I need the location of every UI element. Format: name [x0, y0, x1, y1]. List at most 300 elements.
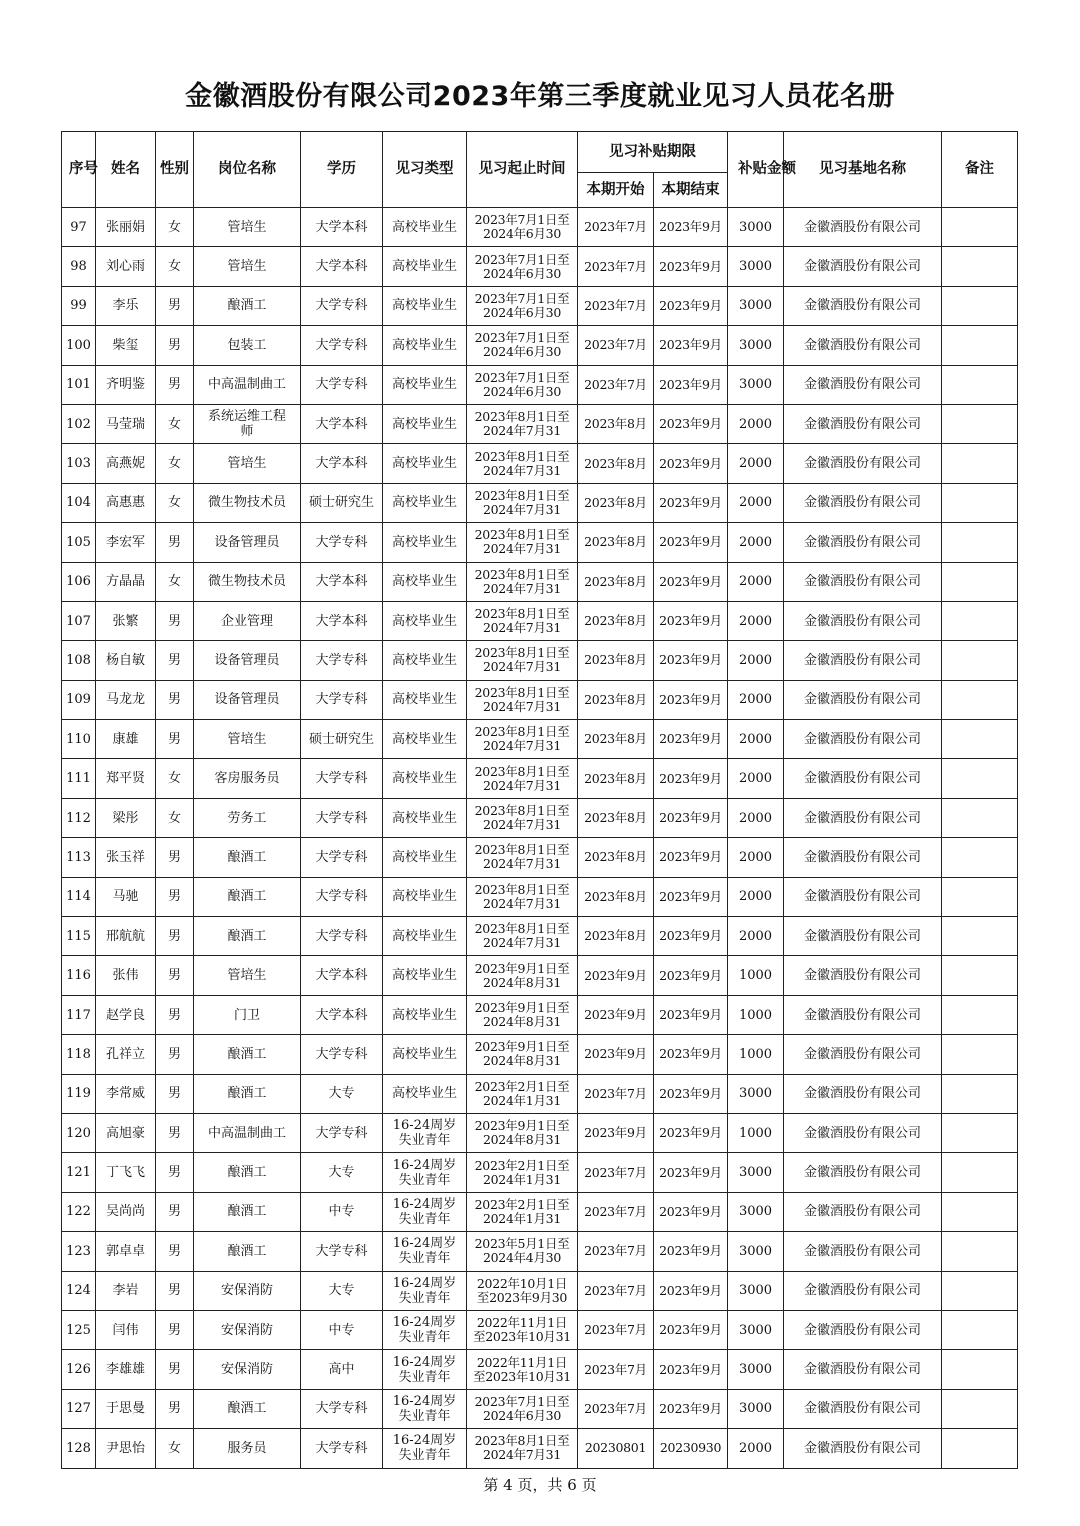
cell-base: 金徽酒股份有限公司 — [784, 326, 942, 365]
cell-no: 116 — [62, 956, 96, 995]
cell-no: 97 — [62, 208, 96, 247]
cell-gender: 男 — [156, 1232, 194, 1271]
cell-period: 2023年9月1日至 2024年8月31 — [467, 1113, 578, 1152]
cell-gender: 男 — [156, 365, 194, 404]
header-type: 见习类型 — [383, 132, 467, 208]
cell-period: 2022年10月1日 至2023年9月30 — [467, 1271, 578, 1310]
cell-end: 20230930 — [654, 1429, 728, 1468]
cell-no: 100 — [62, 326, 96, 365]
table-row — [62, 562, 1018, 601]
cell-base: 金徽酒股份有限公司 — [784, 562, 942, 601]
table-row — [62, 759, 1018, 798]
cell-end: 2023年9月 — [654, 247, 728, 286]
cell-type: 高校毕业生 — [383, 483, 467, 522]
header-position: 岗位名称 — [194, 132, 301, 208]
cell-remark — [942, 247, 1018, 286]
cell-education: 大学专科 — [301, 838, 383, 877]
table-row — [62, 838, 1018, 877]
cell-amount: 3000 — [728, 1232, 784, 1271]
page-footer: 第 4 页，共 6 页 — [483, 1476, 597, 1494]
header-subsidy-period: 见习补贴期限 — [578, 132, 728, 173]
header-amount: 补贴金额 — [728, 132, 784, 208]
cell-period: 2023年7月1日至 2024年6月30 — [467, 365, 578, 404]
cell-remark — [942, 404, 1018, 443]
cell-type: 高校毕业生 — [383, 444, 467, 483]
cell-base: 金徽酒股份有限公司 — [784, 838, 942, 877]
table-row — [62, 1192, 1018, 1231]
cell-gender: 女 — [156, 759, 194, 798]
cell-name: 张伟 — [96, 956, 156, 995]
cell-position: 酿酒工 — [194, 877, 301, 916]
cell-position: 酿酒工 — [194, 1232, 301, 1271]
table-row — [62, 1429, 1018, 1468]
cell-base: 金徽酒股份有限公司 — [784, 444, 942, 483]
cell-name: 赵学良 — [96, 995, 156, 1034]
cell-end: 2023年9月 — [654, 877, 728, 916]
cell-no: 111 — [62, 759, 96, 798]
table-row — [62, 404, 1018, 443]
cell-start: 2023年8月 — [578, 641, 654, 680]
cell-amount: 2000 — [728, 759, 784, 798]
cell-remark — [942, 601, 1018, 640]
cell-period: 2023年8月1日至 2024年7月31 — [467, 877, 578, 916]
cell-no: 119 — [62, 1074, 96, 1113]
cell-name: 吴尚尚 — [96, 1192, 156, 1231]
cell-start: 2023年8月 — [578, 562, 654, 601]
cell-end: 2023年9月 — [654, 720, 728, 759]
cell-start: 2023年9月 — [578, 1113, 654, 1152]
cell-position: 管培生 — [194, 720, 301, 759]
cell-name: 高惠惠 — [96, 483, 156, 522]
cell-gender: 男 — [156, 1113, 194, 1152]
cell-amount: 3000 — [728, 1271, 784, 1310]
table-row — [62, 444, 1018, 483]
cell-type: 高校毕业生 — [383, 601, 467, 640]
cell-base: 金徽酒股份有限公司 — [784, 404, 942, 443]
cell-education: 大学专科 — [301, 680, 383, 719]
cell-period: 2023年7月1日至 2024年6月30 — [467, 247, 578, 286]
cell-gender: 男 — [156, 877, 194, 916]
cell-name: 张丽娟 — [96, 208, 156, 247]
cell-period: 2023年2月1日至 2024年1月31 — [467, 1192, 578, 1231]
cell-education: 硕士研究生 — [301, 483, 383, 522]
cell-end: 2023年9月 — [654, 523, 728, 562]
cell-remark — [942, 1035, 1018, 1074]
cell-position: 系统运维工程 师 — [194, 404, 301, 443]
cell-gender: 男 — [156, 601, 194, 640]
cell-amount: 2000 — [728, 444, 784, 483]
cell-no: 114 — [62, 877, 96, 916]
cell-name: 杨自敏 — [96, 641, 156, 680]
cell-name: 丁飞飞 — [96, 1153, 156, 1192]
cell-end: 2023年9月 — [654, 1232, 728, 1271]
cell-start: 2023年8月 — [578, 680, 654, 719]
cell-type: 16-24周岁 失业青年 — [383, 1429, 467, 1468]
table-row — [62, 1153, 1018, 1192]
cell-type: 16-24周岁 失业青年 — [383, 1310, 467, 1349]
cell-name: 李岩 — [96, 1271, 156, 1310]
cell-no: 110 — [62, 720, 96, 759]
cell-gender: 男 — [156, 838, 194, 877]
cell-gender: 女 — [156, 1429, 194, 1468]
cell-name: 马驰 — [96, 877, 156, 916]
cell-education: 大学专科 — [301, 641, 383, 680]
cell-amount: 2000 — [728, 798, 784, 837]
header-gender: 性别 — [156, 132, 194, 208]
cell-amount: 1000 — [728, 956, 784, 995]
cell-start: 2023年7月 — [578, 1389, 654, 1428]
cell-type: 高校毕业生 — [383, 838, 467, 877]
cell-start: 2023年7月 — [578, 247, 654, 286]
cell-period: 2023年8月1日至 2024年7月31 — [467, 680, 578, 719]
cell-position: 设备管理员 — [194, 641, 301, 680]
cell-education: 大学专科 — [301, 1232, 383, 1271]
cell-position: 酿酒工 — [194, 1192, 301, 1231]
cell-remark — [942, 1074, 1018, 1113]
cell-education: 大专 — [301, 1074, 383, 1113]
cell-education: 大学本科 — [301, 562, 383, 601]
cell-type: 高校毕业生 — [383, 720, 467, 759]
cell-period: 2023年7月1日至 2024年6月30 — [467, 286, 578, 325]
cell-start: 2023年7月 — [578, 1232, 654, 1271]
cell-period: 2023年7月1日至 2024年6月30 — [467, 208, 578, 247]
cell-start: 2023年7月 — [578, 326, 654, 365]
cell-base: 金徽酒股份有限公司 — [784, 720, 942, 759]
cell-amount: 3000 — [728, 247, 784, 286]
cell-name: 李乐 — [96, 286, 156, 325]
cell-gender: 女 — [156, 247, 194, 286]
cell-position: 酿酒工 — [194, 1074, 301, 1113]
cell-period: 2023年8月1日至 2024年7月31 — [467, 404, 578, 443]
cell-education: 大学本科 — [301, 601, 383, 640]
cell-gender: 男 — [156, 956, 194, 995]
cell-end: 2023年9月 — [654, 208, 728, 247]
cell-type: 高校毕业生 — [383, 1074, 467, 1113]
roster-body — [62, 208, 1018, 1469]
table-row — [62, 1271, 1018, 1310]
cell-type: 16-24周岁 失业青年 — [383, 1153, 467, 1192]
cell-amount: 3000 — [728, 286, 784, 325]
cell-start: 2023年8月 — [578, 720, 654, 759]
cell-end: 2023年9月 — [654, 601, 728, 640]
cell-amount: 3000 — [728, 1192, 784, 1231]
cell-no: 104 — [62, 483, 96, 522]
cell-position: 劳务工 — [194, 798, 301, 837]
header-remark: 备注 — [942, 132, 1018, 208]
cell-start: 2023年7月 — [578, 1153, 654, 1192]
cell-name: 康雄 — [96, 720, 156, 759]
cell-start: 2023年8月 — [578, 444, 654, 483]
header-base: 见习基地名称 — [784, 132, 942, 208]
cell-name: 邢航航 — [96, 917, 156, 956]
cell-amount: 2000 — [728, 838, 784, 877]
cell-start: 2023年8月 — [578, 917, 654, 956]
cell-base: 金徽酒股份有限公司 — [784, 1035, 942, 1074]
cell-no: 120 — [62, 1113, 96, 1152]
cell-no: 126 — [62, 1350, 96, 1389]
cell-base: 金徽酒股份有限公司 — [784, 1429, 942, 1468]
cell-no: 106 — [62, 562, 96, 601]
cell-remark — [942, 1113, 1018, 1152]
cell-end: 2023年9月 — [654, 326, 728, 365]
cell-start: 2023年9月 — [578, 956, 654, 995]
cell-amount: 2000 — [728, 483, 784, 522]
cell-name: 于思曼 — [96, 1389, 156, 1428]
cell-type: 高校毕业生 — [383, 1035, 467, 1074]
cell-period: 2023年8月1日至 2024年7月31 — [467, 759, 578, 798]
table-row — [62, 247, 1018, 286]
cell-gender: 女 — [156, 208, 194, 247]
cell-remark — [942, 838, 1018, 877]
cell-name: 李宏军 — [96, 523, 156, 562]
table-row — [62, 917, 1018, 956]
cell-remark — [942, 208, 1018, 247]
cell-remark — [942, 483, 1018, 522]
cell-amount: 3000 — [728, 1310, 784, 1349]
cell-period: 2023年5月1日至 2024年4月30 — [467, 1232, 578, 1271]
cell-base: 金徽酒股份有限公司 — [784, 641, 942, 680]
cell-education: 中专 — [301, 1192, 383, 1231]
cell-start: 2023年9月 — [578, 995, 654, 1034]
cell-type: 高校毕业生 — [383, 798, 467, 837]
cell-amount: 2000 — [728, 562, 784, 601]
cell-no: 107 — [62, 601, 96, 640]
cell-end: 2023年9月 — [654, 641, 728, 680]
cell-name: 梁彤 — [96, 798, 156, 837]
cell-amount: 2000 — [728, 601, 784, 640]
table-row — [62, 483, 1018, 522]
page-title: 金徽酒股份有限公司2023年第三季度就业见习人员花名册 — [185, 81, 895, 112]
cell-base: 金徽酒股份有限公司 — [784, 1232, 942, 1271]
cell-gender: 男 — [156, 1035, 194, 1074]
cell-gender: 女 — [156, 798, 194, 837]
cell-type: 高校毕业生 — [383, 365, 467, 404]
cell-no: 122 — [62, 1192, 96, 1231]
cell-gender: 男 — [156, 1310, 194, 1349]
cell-end: 2023年9月 — [654, 917, 728, 956]
cell-gender: 男 — [156, 641, 194, 680]
table-row — [62, 326, 1018, 365]
cell-period: 2022年11月1日 至2023年10月31 — [467, 1350, 578, 1389]
table-row — [62, 601, 1018, 640]
header-end: 本期结束 — [654, 173, 728, 208]
cell-end: 2023年9月 — [654, 995, 728, 1034]
cell-base: 金徽酒股份有限公司 — [784, 1389, 942, 1428]
cell-remark — [942, 562, 1018, 601]
cell-no: 109 — [62, 680, 96, 719]
cell-period: 2023年7月1日至 2024年6月30 — [467, 326, 578, 365]
table-row — [62, 1350, 1018, 1389]
cell-base: 金徽酒股份有限公司 — [784, 1074, 942, 1113]
cell-start: 2023年8月 — [578, 759, 654, 798]
cell-amount: 1000 — [728, 1113, 784, 1152]
cell-period: 2023年8月1日至 2024年7月31 — [467, 483, 578, 522]
cell-end: 2023年9月 — [654, 444, 728, 483]
cell-education: 大学专科 — [301, 523, 383, 562]
cell-end: 2023年9月 — [654, 404, 728, 443]
cell-gender: 女 — [156, 562, 194, 601]
cell-base: 金徽酒股份有限公司 — [784, 208, 942, 247]
cell-remark — [942, 1232, 1018, 1271]
cell-position: 管培生 — [194, 247, 301, 286]
header-period: 见习起止时间 — [467, 132, 578, 208]
cell-remark — [942, 365, 1018, 404]
cell-end: 2023年9月 — [654, 1350, 728, 1389]
cell-period: 2023年9月1日至 2024年8月31 — [467, 995, 578, 1034]
cell-gender: 男 — [156, 1389, 194, 1428]
cell-amount: 1000 — [728, 1035, 784, 1074]
cell-type: 高校毕业生 — [383, 562, 467, 601]
cell-remark — [942, 1429, 1018, 1468]
cell-start: 2023年7月 — [578, 208, 654, 247]
cell-period: 2023年8月1日至 2024年7月31 — [467, 917, 578, 956]
cell-no: 103 — [62, 444, 96, 483]
cell-name: 方晶晶 — [96, 562, 156, 601]
cell-period: 2023年8月1日至 2024年7月31 — [467, 601, 578, 640]
cell-type: 高校毕业生 — [383, 877, 467, 916]
cell-type: 高校毕业生 — [383, 917, 467, 956]
cell-start: 20230801 — [578, 1429, 654, 1468]
cell-remark — [942, 956, 1018, 995]
cell-name: 李雄雄 — [96, 1350, 156, 1389]
cell-name: 马莹瑞 — [96, 404, 156, 443]
cell-gender: 男 — [156, 1192, 194, 1231]
cell-position: 设备管理员 — [194, 680, 301, 719]
cell-amount: 2000 — [728, 720, 784, 759]
cell-gender: 男 — [156, 1271, 194, 1310]
table-row — [62, 1035, 1018, 1074]
cell-gender: 男 — [156, 1153, 194, 1192]
cell-education: 大专 — [301, 1153, 383, 1192]
table-row — [62, 1074, 1018, 1113]
cell-amount: 3000 — [728, 1389, 784, 1428]
cell-end: 2023年9月 — [654, 838, 728, 877]
table-row — [62, 720, 1018, 759]
cell-education: 中专 — [301, 1310, 383, 1349]
cell-amount: 2000 — [728, 680, 784, 719]
cell-remark — [942, 995, 1018, 1034]
table-row — [62, 956, 1018, 995]
cell-base: 金徽酒股份有限公司 — [784, 1113, 942, 1152]
cell-period: 2023年8月1日至 2024年7月31 — [467, 1429, 578, 1468]
cell-type: 16-24周岁 失业青年 — [383, 1389, 467, 1428]
cell-remark — [942, 523, 1018, 562]
cell-start: 2023年9月 — [578, 1035, 654, 1074]
cell-start: 2023年8月 — [578, 523, 654, 562]
cell-gender: 男 — [156, 523, 194, 562]
cell-amount: 3000 — [728, 1074, 784, 1113]
cell-no: 101 — [62, 365, 96, 404]
cell-end: 2023年9月 — [654, 1310, 728, 1349]
table-row — [62, 1113, 1018, 1152]
cell-name: 李常威 — [96, 1074, 156, 1113]
cell-name: 刘心雨 — [96, 247, 156, 286]
table-row — [62, 523, 1018, 562]
cell-amount: 3000 — [728, 208, 784, 247]
cell-end: 2023年9月 — [654, 483, 728, 522]
table-row — [62, 1232, 1018, 1271]
cell-end: 2023年9月 — [654, 680, 728, 719]
table-row — [62, 208, 1018, 247]
cell-base: 金徽酒股份有限公司 — [784, 917, 942, 956]
cell-education: 大学专科 — [301, 877, 383, 916]
cell-type: 高校毕业生 — [383, 286, 467, 325]
cell-education: 大学专科 — [301, 1035, 383, 1074]
roster-table — [61, 131, 1018, 1469]
cell-no: 112 — [62, 798, 96, 837]
cell-period: 2023年2月1日至 2024年1月31 — [467, 1153, 578, 1192]
cell-name: 高旭豪 — [96, 1113, 156, 1152]
cell-end: 2023年9月 — [654, 1192, 728, 1231]
cell-start: 2023年7月 — [578, 1350, 654, 1389]
cell-no: 102 — [62, 404, 96, 443]
cell-type: 高校毕业生 — [383, 680, 467, 719]
cell-type: 高校毕业生 — [383, 759, 467, 798]
cell-start: 2023年7月 — [578, 1310, 654, 1349]
cell-remark — [942, 720, 1018, 759]
cell-name: 闫伟 — [96, 1310, 156, 1349]
cell-position: 管培生 — [194, 956, 301, 995]
table-row — [62, 1310, 1018, 1349]
cell-type: 高校毕业生 — [383, 995, 467, 1034]
cell-type: 高校毕业生 — [383, 404, 467, 443]
cell-position: 酿酒工 — [194, 286, 301, 325]
cell-base: 金徽酒股份有限公司 — [784, 286, 942, 325]
cell-remark — [942, 877, 1018, 916]
cell-education: 大学本科 — [301, 247, 383, 286]
cell-remark — [942, 917, 1018, 956]
cell-remark — [942, 1271, 1018, 1310]
cell-type: 高校毕业生 — [383, 247, 467, 286]
table-row — [62, 798, 1018, 837]
cell-type: 高校毕业生 — [383, 326, 467, 365]
cell-base: 金徽酒股份有限公司 — [784, 523, 942, 562]
cell-position: 安保消防 — [194, 1271, 301, 1310]
cell-period: 2023年9月1日至 2024年8月31 — [467, 1035, 578, 1074]
cell-period: 2023年8月1日至 2024年7月31 — [467, 798, 578, 837]
cell-start: 2023年8月 — [578, 483, 654, 522]
cell-no: 118 — [62, 1035, 96, 1074]
cell-position: 设备管理员 — [194, 523, 301, 562]
cell-remark — [942, 1153, 1018, 1192]
cell-education: 大学专科 — [301, 1389, 383, 1428]
cell-no: 113 — [62, 838, 96, 877]
cell-no: 123 — [62, 1232, 96, 1271]
cell-end: 2023年9月 — [654, 798, 728, 837]
cell-remark — [942, 1310, 1018, 1349]
cell-education: 硕士研究生 — [301, 720, 383, 759]
cell-end: 2023年9月 — [654, 956, 728, 995]
cell-end: 2023年9月 — [654, 1153, 728, 1192]
cell-start: 2023年8月 — [578, 404, 654, 443]
cell-type: 高校毕业生 — [383, 208, 467, 247]
cell-type: 高校毕业生 — [383, 523, 467, 562]
cell-position: 酿酒工 — [194, 1153, 301, 1192]
cell-name: 郑平贤 — [96, 759, 156, 798]
cell-no: 128 — [62, 1429, 96, 1468]
cell-name: 郭卓卓 — [96, 1232, 156, 1271]
cell-period: 2022年11月1日 至2023年10月31 — [467, 1310, 578, 1349]
cell-education: 大学专科 — [301, 1429, 383, 1468]
cell-position: 微生物技术员 — [194, 562, 301, 601]
cell-amount: 2000 — [728, 404, 784, 443]
cell-period: 2023年8月1日至 2024年7月31 — [467, 562, 578, 601]
cell-type: 高校毕业生 — [383, 641, 467, 680]
cell-amount: 2000 — [728, 641, 784, 680]
table-row — [62, 680, 1018, 719]
table-row — [62, 1389, 1018, 1428]
header-no: 序号 — [62, 132, 96, 208]
